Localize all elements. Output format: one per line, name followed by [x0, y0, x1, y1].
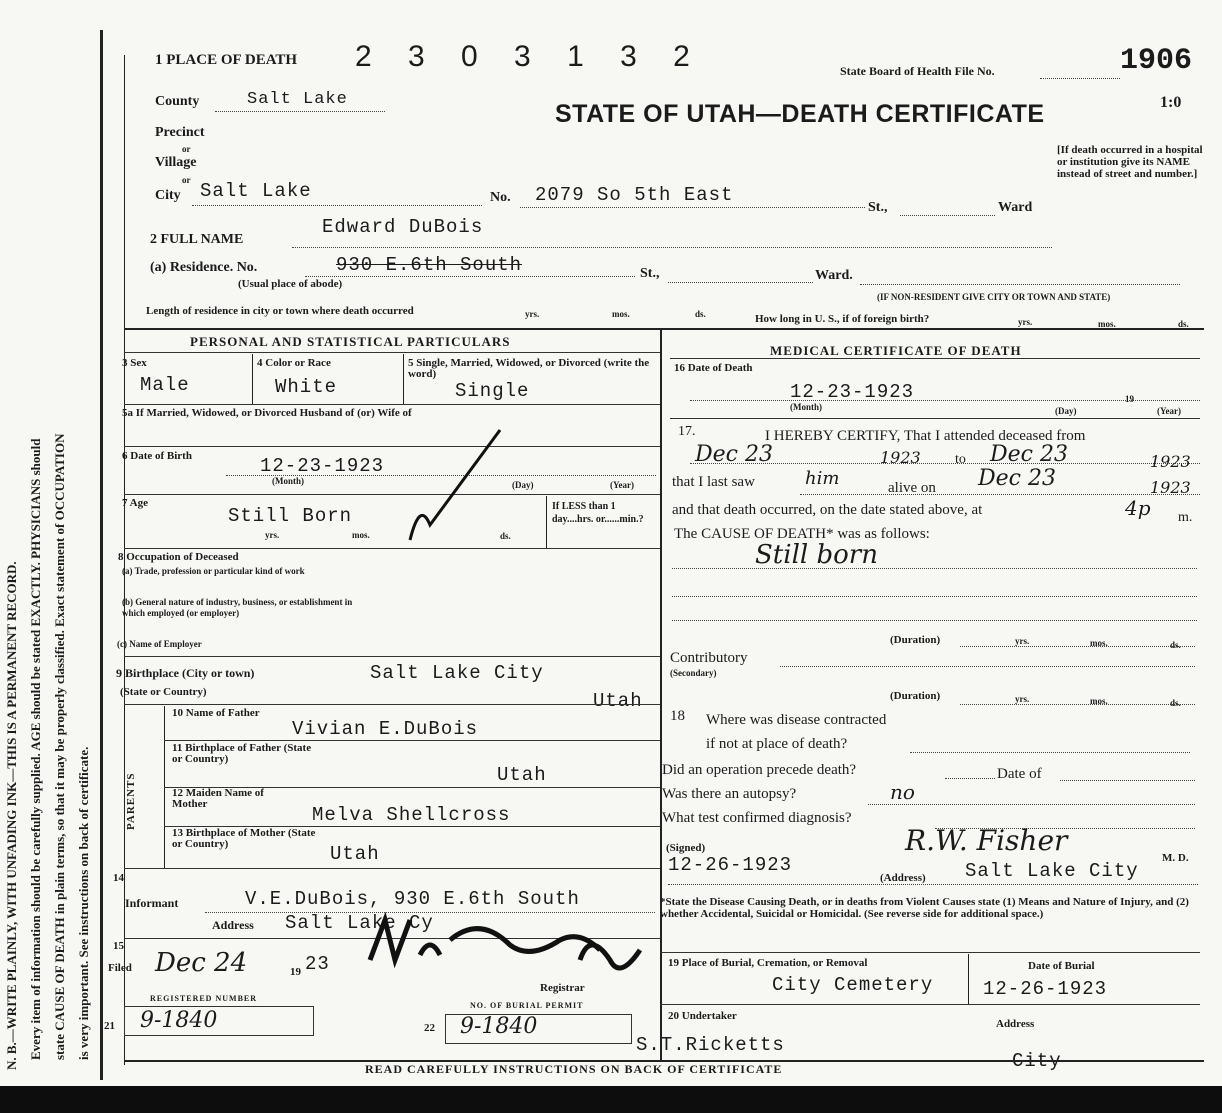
- operation-date-label: Date of: [997, 766, 1042, 782]
- village-label: Village: [155, 155, 197, 170]
- burial-permit-label: NO. OF BURIAL PERMIT: [470, 1001, 584, 1010]
- attended-to: Dec 23: [990, 442, 1068, 467]
- length-mos: mos.: [612, 309, 630, 319]
- where-contracted: Where was disease contracted: [706, 712, 887, 728]
- certificate-title: STATE OF UTAH—DEATH CERTIFICATE: [555, 100, 1045, 128]
- color-label: 4 Color or Race: [257, 357, 331, 369]
- physician-address-value: Salt Lake City: [965, 860, 1139, 882]
- if-not-at-place: if not at place of death?: [706, 736, 848, 752]
- occupation-a: (a) Trade, profession or particular kind of work: [122, 566, 305, 576]
- age-ds: ds.: [500, 531, 511, 541]
- informant-value: V.E.DuBois, 930 E.6th South: [245, 888, 580, 910]
- father-birthplace-label: 11 Birthplace of Father (State or Country): [172, 742, 312, 765]
- autopsy-value: no: [890, 780, 915, 804]
- age-mos: mos.: [352, 530, 370, 540]
- time-m: m.: [1178, 510, 1193, 525]
- footer-instruction: READ CAREFULLY INSTRUCTIONS ON BACK OF CERTIFICATE: [365, 1062, 783, 1076]
- us-yrs: yrs.: [1018, 317, 1033, 327]
- usual-place-note: (Usual place of abode): [238, 278, 343, 290]
- age-pen-stroke: [400, 420, 510, 550]
- signed-label: (Signed): [666, 842, 706, 854]
- cause-label: The CAUSE OF DEATH* was as follows:: [674, 526, 930, 542]
- age-yrs: yrs.: [265, 530, 280, 540]
- city-label: City: [155, 188, 181, 203]
- duration-2: (Duration): [890, 690, 941, 702]
- registered-number-label: REGISTERED NUMBER: [150, 994, 258, 1003]
- death-19: 19: [1125, 394, 1134, 404]
- sex-value: Male: [140, 374, 190, 396]
- undertaker-label: 20 Undertaker: [668, 1010, 737, 1022]
- or-label-2: or: [182, 175, 191, 185]
- item-18: 18: [670, 708, 685, 724]
- margin-line-1: N. B.—WRITE PLAINLY, WITH UNFADING INK—THIS IS A PERMANENT RECORD.: [4, 561, 19, 1070]
- scan-bottom-edge: [0, 1086, 1222, 1113]
- item-21: 21: [104, 1020, 115, 1032]
- full-name-value: Edward DuBois: [322, 216, 484, 238]
- spouse-label: 5a If Married, Widowed, or Divorced Husband of (or) Wife of: [122, 407, 412, 419]
- filed-value: Dec 24: [155, 948, 248, 978]
- duration-1-ds: ds.: [1170, 640, 1181, 650]
- personal-heading: PERSONAL AND STATISTICAL PARTICULARS: [190, 334, 511, 349]
- registered-number-value: 9-1840: [140, 1008, 218, 1033]
- medical-heading: MEDICAL CERTIFICATE OF DEATH: [770, 343, 1022, 358]
- duration-1-mos: mos.: [1090, 638, 1108, 648]
- informant-label: Informant: [125, 896, 179, 910]
- us-mos: mos.: [1098, 319, 1116, 329]
- board-file-label: State Board of Health File No.: [840, 64, 995, 78]
- occupation-label: 8 Occupation of Deceased: [118, 551, 239, 563]
- street-label: St.,: [868, 200, 888, 215]
- parents-label: PARENTS: [125, 772, 137, 830]
- father-birthplace-value: Utah: [497, 764, 547, 786]
- item-22: 22: [424, 1022, 435, 1034]
- mother-birthplace-label: 13 Birthplace of Mother (State or Country): [172, 827, 316, 850]
- duration-1: (Duration): [890, 634, 941, 646]
- certify-text: I HEREBY CERTIFY, That I attended deceased from: [765, 428, 1086, 444]
- physician-signature: R.W. Fisher: [905, 824, 1068, 857]
- duration-2-mos: mos.: [1090, 696, 1108, 706]
- residence-value: 930 E.6th South: [336, 254, 523, 276]
- how-long-us-label: How long in U. S., if of foreign birth?: [755, 313, 930, 325]
- residence-label: (a) Residence. No.: [150, 260, 258, 275]
- hospital-note: [If death occurred in a hospital or institution give its NAME instead of street and number.]: [1057, 144, 1203, 180]
- father-value: Vivian E.DuBois: [292, 718, 479, 740]
- birthplace-state: Utah: [593, 690, 643, 712]
- dob-value: 12-23-1923: [260, 455, 385, 477]
- attended-from-year: 1923: [880, 448, 921, 467]
- filed-label: Filed: [108, 962, 132, 974]
- signed-date: 12-26-1923: [668, 854, 793, 876]
- cause-footnote: *State the Disease Causing Death, or in deaths from Violent Causes state (1) Means and Nature of Injury, and (2) whether Accidental, Suicidal or Homicidal. (See reverse side for additional space.): [660, 896, 1189, 920]
- certificate-stamp-number: 2 3 0 3 1 3 2: [355, 40, 704, 73]
- date-of-death-value: 12-23-1923: [790, 381, 915, 403]
- birthplace-state-label: (State or Country): [120, 686, 207, 698]
- length-of-residence-label: Length of residence in city or town where death occurred: [146, 305, 414, 317]
- undertaker-address-label: Address: [996, 1018, 1035, 1030]
- undertaker-value: S.T.Ricketts: [636, 1034, 785, 1056]
- contributory-label: Contributory: [670, 650, 748, 666]
- filed-year: 23: [305, 953, 330, 975]
- address-no-label: No.: [490, 190, 511, 205]
- county-value: Salt Lake: [247, 90, 348, 109]
- residence-ward-label: Ward.: [815, 268, 853, 283]
- item-17: 17.: [678, 424, 696, 439]
- precinct-label: Precinct: [155, 125, 205, 140]
- age-value: Still Born: [228, 505, 353, 527]
- residence-street-label: St.,: [640, 266, 660, 281]
- informant-address-value: Salt Lake Cy: [285, 912, 434, 934]
- registrar-signature: [360, 900, 660, 1000]
- alive-on-value: Dec 23: [978, 466, 1056, 491]
- death-time: 4p: [1125, 496, 1151, 520]
- corner-mark: 1:0: [1160, 94, 1182, 111]
- last-saw-value: him: [805, 468, 840, 489]
- occupation-b: (b) General nature of industry, business, or establishment in which employed (or employer): [122, 597, 353, 618]
- burial-place-label: 19 Place of Burial, Cremation, or Removal: [668, 957, 868, 969]
- physician-address-label: (Address): [880, 872, 926, 884]
- death-occurred-text: and that death occurred, on the date stated above, at: [672, 502, 983, 518]
- duration-2-yrs: yrs.: [1015, 694, 1030, 704]
- birthplace-value: Salt Lake City: [370, 662, 544, 684]
- margin-line-2: Every item of information should be carefully supplied. AGE should be stated EXACTLY. PHYSICIANS should: [28, 438, 43, 1060]
- occupation-c: (c) Name of Employer: [117, 639, 202, 649]
- dob-day: (Day): [512, 480, 534, 490]
- file-number: 1906: [1120, 44, 1193, 78]
- sex-label: 3 Sex: [122, 357, 147, 369]
- marital-label: 5 Single, Married, Widowed, or Divorced (write the word): [408, 357, 650, 380]
- age-label: 7 Age: [122, 497, 148, 509]
- secondary-label: (Secondary): [670, 668, 717, 678]
- birthplace-label: 9 Birthplace (City or town): [116, 666, 255, 680]
- ward-label: Ward: [998, 200, 1033, 215]
- marital-value: Single: [455, 380, 530, 402]
- length-yrs: yrs.: [525, 309, 540, 319]
- city-value: Salt Lake: [200, 180, 312, 202]
- duration-1-yrs: yrs.: [1015, 636, 1030, 646]
- dob-month: (Month): [272, 476, 304, 486]
- duration-2-ds: ds.: [1170, 698, 1181, 708]
- death-month: (Month): [790, 402, 822, 412]
- date-of-death-label: 16 Date of Death: [674, 362, 753, 374]
- death-address-value: 2079 So 5th East: [535, 184, 734, 206]
- undertaker-address-value: City: [1012, 1050, 1062, 1072]
- death-year: (Year): [1157, 406, 1181, 416]
- alive-on-year: 1923: [1150, 478, 1191, 497]
- length-ds: ds.: [695, 309, 706, 319]
- non-resident-note: (IF NON-RESIDENT GIVE CITY OR TOWN AND STATE): [877, 292, 1111, 302]
- last-saw-label: that I last saw: [672, 474, 755, 490]
- attended-from: Dec 23: [695, 442, 773, 467]
- county-label: County: [155, 94, 200, 109]
- mother-birthplace-value: Utah: [330, 843, 380, 865]
- test-label: What test confirmed diagnosis?: [662, 810, 852, 826]
- us-ds: ds.: [1178, 319, 1189, 329]
- less-than-label: If LESS than 1 day....hrs. or......min.?: [552, 501, 644, 525]
- mother-value: Melva Shellcross: [312, 804, 511, 826]
- burial-permit-value: 9-1840: [460, 1014, 538, 1039]
- margin-line-3: state CAUSE OF DEATH in plain terms, so that it may be properly classified. Exact statement of OCCUPATION: [52, 433, 67, 1060]
- cause-value: Still born: [755, 540, 878, 570]
- informant-address-label: Address: [212, 918, 254, 932]
- place-of-death-label: 1 PLACE OF DEATH: [155, 52, 298, 68]
- burial-date-value: 12-26-1923: [983, 978, 1108, 1000]
- to-label: to: [955, 452, 966, 467]
- item-14: 14: [113, 872, 124, 884]
- autopsy-label: Was there an autopsy?: [662, 786, 797, 802]
- color-value: White: [275, 376, 338, 398]
- alive-on-label: alive on: [888, 480, 936, 496]
- margin-line-4: is very important. See instructions on back of certificate.: [76, 746, 91, 1060]
- attended-to-year: 1923: [1150, 452, 1191, 471]
- operation-label: Did an operation precede death?: [662, 762, 857, 778]
- burial-place-value: City Cemetery: [772, 974, 934, 996]
- registrar-label: Registrar: [540, 982, 585, 994]
- burial-date-label: Date of Burial: [1028, 960, 1095, 972]
- death-day: (Day): [1055, 406, 1077, 416]
- dob-year: (Year): [610, 480, 634, 490]
- md-label: M. D.: [1162, 852, 1189, 864]
- full-name-label: 2 FULL NAME: [150, 232, 244, 247]
- father-label: 10 Name of Father: [172, 707, 260, 719]
- or-label-1: or: [182, 144, 191, 154]
- filed-19: 19: [290, 966, 301, 978]
- dob-label: 6 Date of Birth: [122, 450, 192, 462]
- item-15: 15: [113, 940, 124, 952]
- mother-label: 12 Maiden Name of Mother: [172, 787, 264, 810]
